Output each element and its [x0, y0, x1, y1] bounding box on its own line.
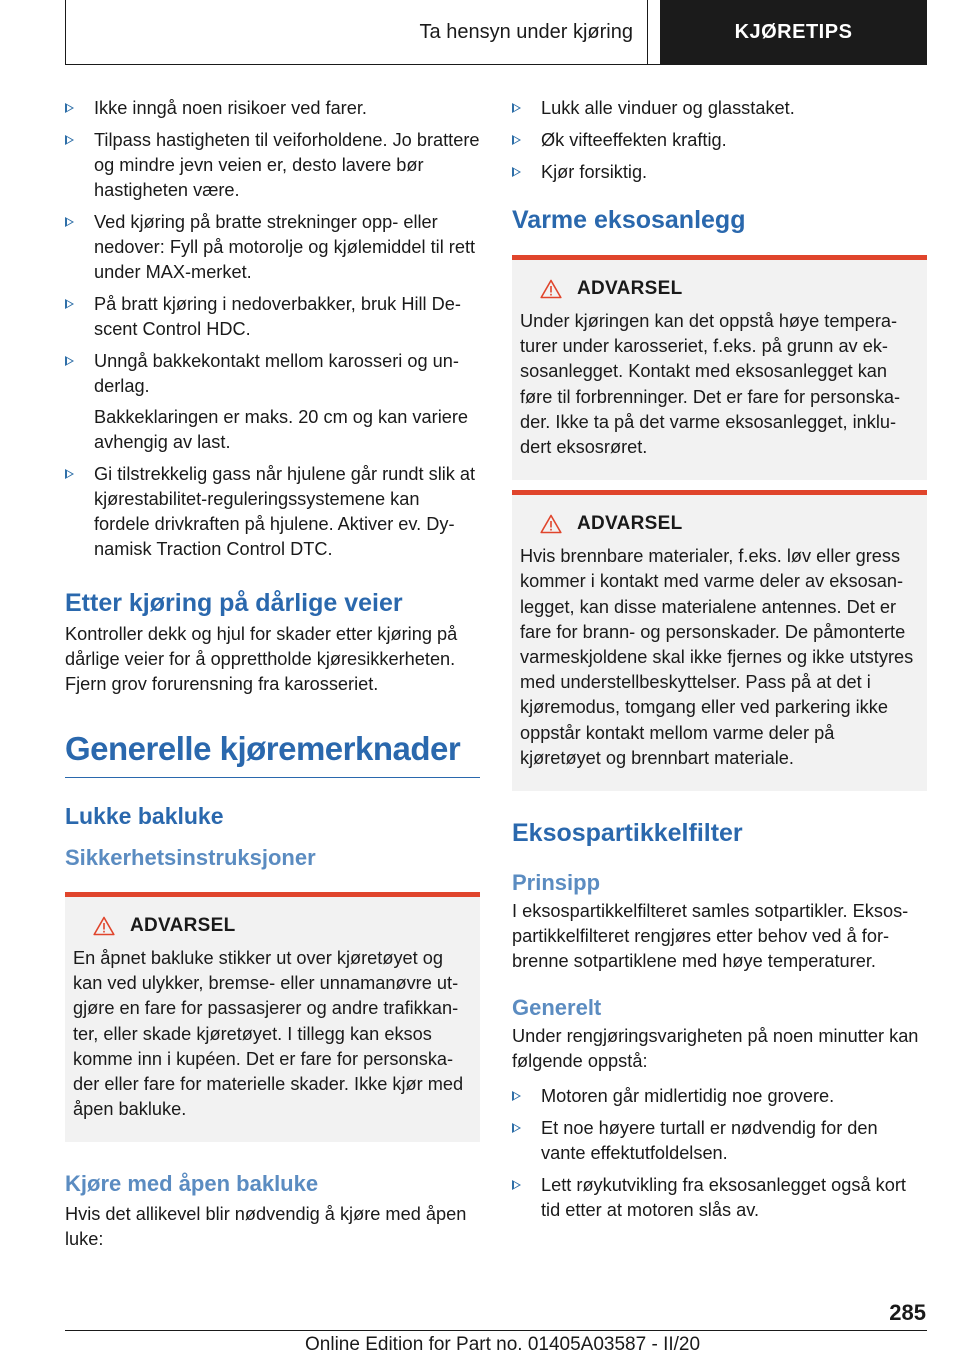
- triangle-bullet-icon: [512, 1091, 521, 1101]
- triangle-bullet-icon: [512, 1180, 521, 1190]
- list-item: Ikke inngå noen risikoer ved farer.: [65, 96, 480, 121]
- warning-title: ADVARSEL: [130, 915, 236, 936]
- warning-triangle-icon: [540, 279, 562, 299]
- open-tailgate-list: [512, 96, 927, 185]
- header-chapter-tab[interactable]: KJØRETIPS: [660, 0, 927, 64]
- triangle-bullet-icon: [65, 135, 74, 145]
- warning-text: Hvis brennbare materialer, f.eks. løv eller gress kommer i kontakt med varme deler av eksosanlegget, kan disse materialene antennes. Det er fare for brann- og personskader. De påmonterte varmeskjoldene skal ikke fjernes og ikke utstyres med understellbeskyttelser. Pass på at det i kjøremodus, tomgang eller ved parkering ikke oppstår kontakt mellom varme deler på kjøretøyet og brennbart materiale.: [520, 546, 914, 768]
- hot-exhaust-heading: Varme eksosanlegg: [512, 206, 746, 234]
- page-number: 285: [889, 1300, 926, 1325]
- right-column: [512, 96, 927, 1230]
- list-item: Motoren går midlertidig noe grovere.: [512, 1084, 927, 1109]
- ground-clearance-note: Bakkeklaringen er maks. 20 cm og kan variere avhengig av last.: [94, 407, 469, 452]
- triangle-bullet-icon: [65, 469, 74, 479]
- warning-title: ADVARSEL: [577, 278, 683, 299]
- general-notes-heading: Generelle kjøremerknader: [65, 729, 480, 778]
- general-text: Under rengjøringsvarigheten på noen minutter kan følgende oppstå:: [512, 1026, 919, 1072]
- header-rule: [65, 64, 927, 65]
- principle-text: I eksospartikkelfilteret samles sotpartikler. Eksospartikkelfilteret rengjøres etter behov ved å forbrenne sotpartiklene med høye temperaturer.: [512, 901, 909, 972]
- triangle-bullet-icon: [65, 103, 74, 113]
- warning-box-tailgate: [65, 892, 480, 1142]
- open-tailgate-text: Hvis det allikevel blir nødvendig å kjøre med åpen luke:: [65, 1204, 467, 1250]
- warning-text: Under kjøringen kan det oppstå høye temperaturer under karosseriet, f.eks. på grunn av eksosanlegget. Kontakt med eksosanlegget kan føre til forbrenninger. Det er fare for personskader. Ikke ta på det varme eksosanlegget, inkludert eksosrøret.: [520, 311, 901, 458]
- footer-edition-text: Online Edition for Part no. 01405A03587 - II/20: [305, 1334, 701, 1355]
- triangle-bullet-icon: [512, 135, 521, 145]
- warning-text: En åpnet bakluke stikker ut over kjøretøyet og kan ved ulykker, bremse- eller unnamanøvre utgjøre en fare for passasjerer og andre trafikkanter, eller skade kjøretøyet. I tillegg kan eksos komme inn i kupéen. Det er fare for personskader eller fare for materielle skader. Ikke kjør med åpen bakluke.: [73, 948, 464, 1120]
- list-item: Kjør forsiktig.: [512, 160, 927, 185]
- list-item: Tilpass hastigheten til veiforholdene. Jo brattere og mindre jevn veien er, desto lavere bør hastigheten være.: [65, 128, 480, 203]
- triangle-bullet-icon: [65, 356, 74, 366]
- driving-tips-list: [65, 96, 480, 562]
- open-tailgate-heading: Kjøre med åpen bakluke: [65, 1171, 319, 1197]
- bad-roads-heading: Etter kjøring på dårlige veier: [65, 589, 403, 617]
- triangle-bullet-icon: [512, 1123, 521, 1133]
- warning-triangle-icon: [540, 514, 562, 534]
- tailgate-heading: Lukke bakluke: [65, 803, 224, 829]
- warning-box-hot-exhaust: [512, 255, 927, 480]
- bad-roads-text: Kontroller dekk og hjul for skader etter kjøring på dårlige veier for å opprettholde kjøresikkerheten. Fjern grov forurensning fra karosseriet.: [65, 624, 458, 694]
- warning-triangle-icon: [93, 916, 115, 936]
- triangle-bullet-icon: [512, 103, 521, 113]
- principle-heading: Prinsipp: [512, 870, 601, 896]
- footer-rule: [65, 1330, 927, 1331]
- left-column: [65, 96, 480, 1252]
- list-item: Øk vifteeffekten kraftig.: [512, 128, 927, 153]
- list-item: Lukk alle vinduer og glasstaket.: [512, 96, 927, 121]
- header-section-title: Ta hensyn under kjøring: [400, 0, 648, 64]
- list-item: På bratt kjøring i nedoverbakker, bruk Hill Descent Control HDC.: [65, 292, 480, 342]
- safety-instructions-heading: Sikkerhetsinstruksjoner: [65, 845, 316, 870]
- cleaning-effects-list: [512, 1084, 927, 1223]
- list-item: Et noe høyere turtall er nødvendig for den vante effektutfoldelsen.: [512, 1116, 927, 1166]
- triangle-bullet-icon: [512, 167, 521, 177]
- warning-title: ADVARSEL: [577, 513, 683, 535]
- dpf-heading: Eksospartikkelfilter: [512, 819, 743, 848]
- list-item: Ved kjøring på bratte strekninger opp- eller nedover: Fyll på motorolje og kjølemiddel til rett under MAX-merket.: [65, 210, 480, 285]
- list-item: Lett røykutvikling fra eksosanlegget også kort tid etter at motoren slås av.: [512, 1173, 927, 1223]
- general-sub-heading: Generelt: [512, 995, 602, 1021]
- triangle-bullet-icon: [65, 217, 74, 227]
- list-item: Unngå bakkekontakt mellom karosseri og underlag. Bakkeklaringen er maks. 20 cm og kan variere avhengig av last.: [65, 349, 480, 455]
- triangle-bullet-icon: [65, 299, 74, 309]
- list-item: Gi tilstrekkelig gass når hjulene går rundt slik at kjørestabilitet-reguleringssystemene kan fordele drivkraften på hjulene. Aktiver ev. Dynamisk Traction Control DTC.: [65, 462, 480, 562]
- warning-box-flammable: [512, 490, 927, 791]
- header-left-line: [65, 0, 66, 64]
